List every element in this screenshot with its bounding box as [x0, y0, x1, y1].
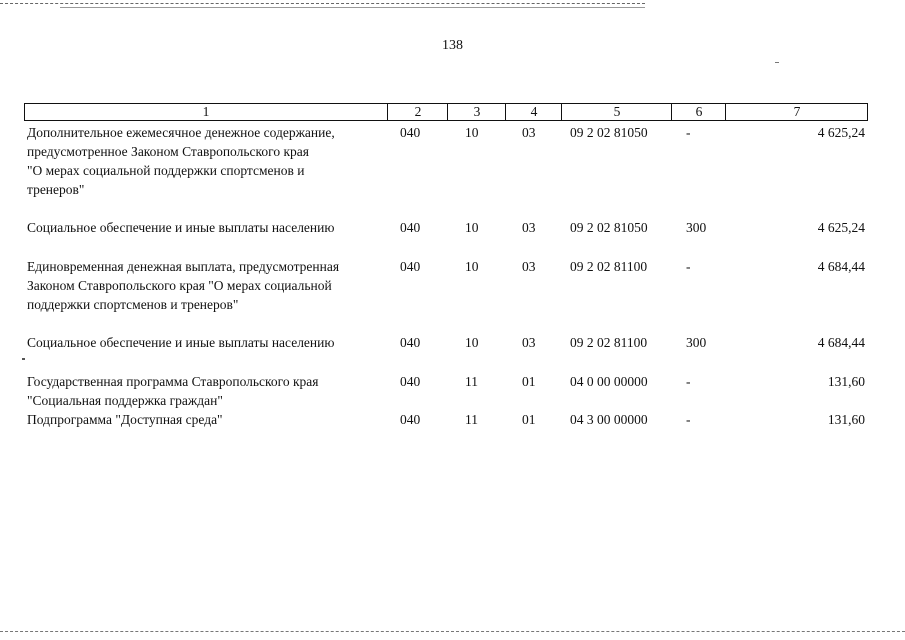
- header-col-5: 5: [561, 104, 672, 120]
- description-line: Социальное обеспечение и иные выплаты населению: [27, 220, 335, 235]
- description-line: Государственная программа Ставропольского края: [27, 374, 319, 389]
- cell-subsection: 03: [522, 259, 536, 274]
- description-line: Социальное обеспечение и иные выплаты населению: [27, 335, 335, 350]
- cell-amount: 131,60: [827, 412, 865, 427]
- description-line: Единовременная денежная выплата, предусмотренная: [27, 259, 340, 274]
- scan-edge-top: [0, 3, 645, 4]
- cell-subsection: 01: [522, 412, 536, 427]
- scan-edge-top-inner: [60, 7, 645, 8]
- page-number: 138: [442, 38, 463, 53]
- description-line: Подпрограмма "Доступная среда": [27, 412, 223, 427]
- header-col-1: 1: [202, 104, 210, 119]
- header-col-6: 6: [671, 104, 726, 120]
- cell-ministry-code: 040: [400, 374, 421, 389]
- cell-ministry-code: 040: [400, 125, 421, 140]
- table-header: [24, 103, 868, 121]
- cell-target-article: 04 3 00 00000: [570, 412, 648, 427]
- cell-subsection: 01: [522, 374, 536, 389]
- row-description: [27, 218, 387, 237]
- cell-ministry-code: 040: [400, 412, 421, 427]
- cell-expense-type: -: [686, 412, 691, 427]
- cell-subsection: 03: [522, 335, 536, 350]
- header-col-3: 3: [447, 104, 506, 120]
- cell-section: 10: [465, 220, 479, 235]
- cell-ministry-code: 040: [400, 335, 421, 350]
- scan-speck: [22, 358, 25, 360]
- header-col-2: 2: [387, 104, 448, 120]
- cell-amount: 4 625,24: [817, 220, 865, 235]
- scan-speck: [775, 62, 779, 63]
- description-line: поддержки спортсменов и тренеров": [27, 297, 239, 312]
- description-line: Дополнительное ежемесячное денежное содержание,: [27, 125, 335, 140]
- description-line: "Социальная поддержка граждан": [27, 393, 223, 408]
- row-description: [27, 333, 387, 352]
- cell-expense-type: 300: [686, 335, 707, 350]
- cell-target-article: 09 2 02 81050: [570, 125, 648, 140]
- cell-expense-type: -: [686, 374, 691, 389]
- row-description: [27, 372, 387, 410]
- cell-amount: 4 625,24: [817, 125, 865, 140]
- cell-expense-type: 300: [686, 220, 707, 235]
- cell-ministry-code: 040: [400, 220, 421, 235]
- cell-section: 10: [465, 125, 479, 140]
- cell-target-article: 09 2 02 81100: [570, 335, 648, 350]
- cell-target-article: 09 2 02 81050: [570, 220, 648, 235]
- cell-target-article: 04 0 00 00000: [570, 374, 648, 389]
- description-line: Законом Ставропольского края "О мерах социальной: [27, 278, 332, 293]
- cell-subsection: 03: [522, 220, 536, 235]
- scan-edge-bottom: [0, 631, 905, 632]
- cell-section: 10: [465, 335, 479, 350]
- cell-section: 11: [465, 374, 478, 389]
- row-description: [27, 123, 387, 199]
- cell-section: 10: [465, 259, 479, 274]
- header-col-7: 7: [725, 104, 868, 120]
- cell-amount: 4 684,44: [817, 259, 865, 274]
- header-col-4: 4: [505, 104, 562, 120]
- cell-target-article: 09 2 02 81100: [570, 259, 648, 274]
- cell-amount: 131,60: [827, 374, 865, 389]
- cell-ministry-code: 040: [400, 259, 421, 274]
- cell-section: 11: [465, 412, 478, 427]
- row-description: [27, 410, 387, 429]
- description-line: "О мерах социальной поддержки спортсменов и: [27, 163, 305, 178]
- cell-expense-type: -: [686, 259, 691, 274]
- cell-amount: 4 684,44: [817, 335, 865, 350]
- description-line: предусмотренное Законом Ставропольского края: [27, 144, 309, 159]
- description-line: тренеров": [27, 182, 85, 197]
- cell-expense-type: -: [686, 125, 691, 140]
- cell-subsection: 03: [522, 125, 536, 140]
- row-description: [27, 257, 387, 314]
